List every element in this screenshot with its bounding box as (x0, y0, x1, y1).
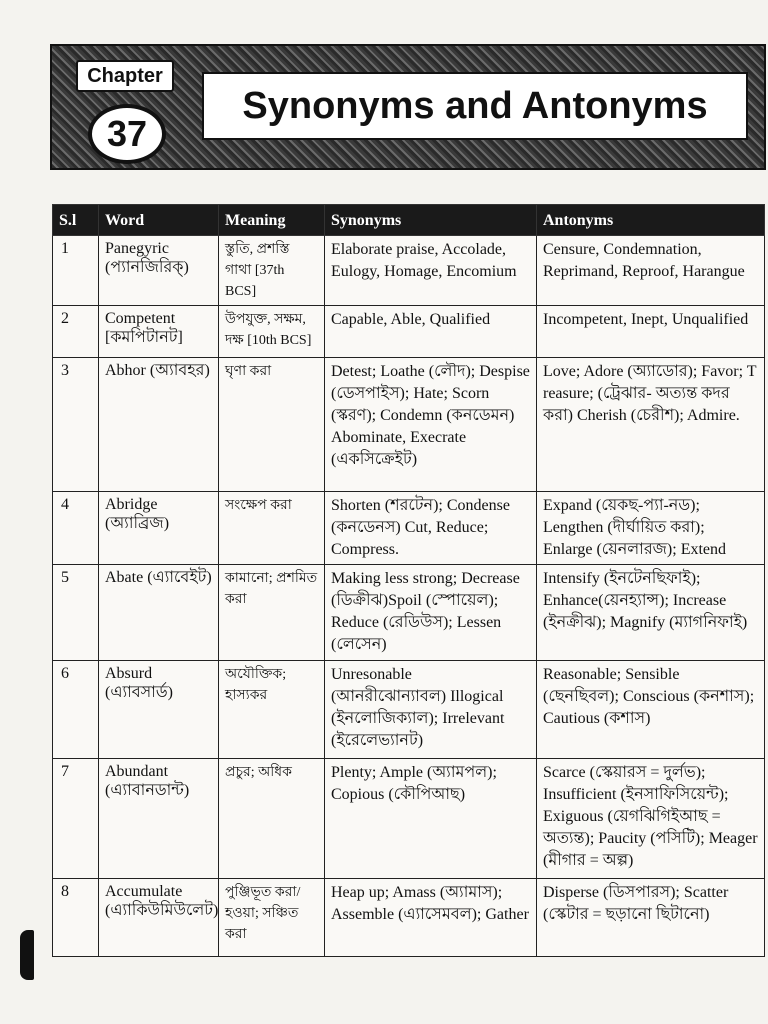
table-row (53, 879, 765, 957)
cell-meaning: প্রচুর; অধিক (219, 759, 325, 879)
cell-synonyms: Capable, Able, Qualified (325, 306, 537, 358)
table-row (53, 565, 765, 661)
column-header-sl: S.l (53, 205, 99, 236)
column-header-synonyms: Synonyms (325, 205, 537, 236)
page-edge-mark (20, 930, 34, 980)
cell-antonyms: Scarce (স্কেয়ারস = দুর্লভ); Insufficient (ইনসাফিসিয়েন্ট); Exiguous (য়েগঝিগিইআছ = অত্যন্ত); Paucity (পসিটি); Meager (মীগার = অল্প) (537, 759, 765, 879)
synonyms-table (52, 204, 765, 957)
cell-word: Panegyric (প্যানজিরিক্) (99, 236, 219, 306)
cell-word: Accumulate (এ্যাকিউমিউলেট) (99, 879, 219, 957)
table-row (53, 358, 765, 492)
cell-sl: 2 (53, 306, 99, 358)
cell-antonyms: Love; Adore (অ্যাডোর); Favor; T reasure; (ট্রেঝার- অত্যন্ত কদর করা) Cherish (চেরীশ); Admire. (537, 358, 765, 492)
table-row (53, 236, 765, 306)
chapter-number: 37 (88, 104, 166, 164)
cell-word: Abridge (অ্যাব্রিজ) (99, 492, 219, 565)
table-row (53, 759, 765, 879)
cell-antonyms: Incompetent, Inept, Unqualified (537, 306, 765, 358)
column-header-meaning: Meaning (219, 205, 325, 236)
cell-synonyms: Detest; Loathe (লৌদ); Despise (ডেসপাইস); Hate; Scorn (স্করণ); Condemn (কনডেমন) Abominate, Execrate (একসিক্রেইট) (325, 358, 537, 492)
cell-meaning: অযৌক্তিক; হাস্যকর (219, 661, 325, 759)
cell-meaning: পুঞ্জিভূত করা/হওয়া; সঞ্চিত করা (219, 879, 325, 957)
cell-sl: 8 (53, 879, 99, 957)
cell-word: Competent [কমপিটানট] (99, 306, 219, 358)
cell-antonyms: Expand (য়েকছ-প্যা-নড); Lengthen (দীর্ঘায়িত করা); Enlarge (য়েনলারজ); Extend (537, 492, 765, 565)
cell-word: Abundant (এ্যাবানডান্ট) (99, 759, 219, 879)
cell-meaning: ঘৃণা করা (219, 358, 325, 492)
table-row (53, 492, 765, 565)
cell-synonyms: Plenty; Ample (অ্যামপল); Copious (কৌপিআছ) (325, 759, 537, 879)
cell-synonyms: Heap up; Amass (অ্যামাস); Assemble (এ্যাসেমবল); Gather (325, 879, 537, 957)
chapter-label: Chapter (76, 60, 174, 92)
cell-sl: 1 (53, 236, 99, 306)
cell-word: Absurd (এ্যাবসার্ড) (99, 661, 219, 759)
cell-sl: 4 (53, 492, 99, 565)
cell-synonyms: Unresonable (আনরীঝোন্যাবল) Illogical (ইনলোজিক্যাল); Irrelevant (ইরেলেভ্যানট) (325, 661, 537, 759)
cell-sl: 3 (53, 358, 99, 492)
cell-antonyms: Disperse (ডিসপারস); Scatter (স্কেটার = ছড়ানো ছিটানো) (537, 879, 765, 957)
cell-sl: 6 (53, 661, 99, 759)
cell-meaning: কামানো; প্রশমিত করা (219, 565, 325, 661)
table-header-row (53, 205, 765, 236)
cell-word: Abhor (অ্যাবহর) (99, 358, 219, 492)
cell-sl: 5 (53, 565, 99, 661)
column-header-antonyms: Antonyms (537, 205, 765, 236)
cell-synonyms: Shorten (শরটেন); Condense (কনডেনস) Cut, Reduce; Compress. (325, 492, 537, 565)
column-header-word: Word (99, 205, 219, 236)
table-row (53, 661, 765, 759)
cell-synonyms: Elaborate praise, Accolade, Eulogy, Homage, Encomium (325, 236, 537, 306)
cell-antonyms: Censure, Condemnation, Reprimand, Reproof, Harangue (537, 236, 765, 306)
cell-synonyms: Making less strong; Decrease (ডিক্রীঝ)Spoil (স্পোয়েল); Reduce (রেডিউস); Lessen (লেসেন) (325, 565, 537, 661)
cell-antonyms: Intensify (ইনটেনছিফাই); Enhance(য়েনহ্যান্স); Increase (ইনক্রীঝ); Magnify (ম্যাগনিফাই) (537, 565, 765, 661)
chapter-header (50, 44, 766, 170)
cell-meaning: সংক্ষেপ করা (219, 492, 325, 565)
cell-word: Abate (এ্যাবেইট) (99, 565, 219, 661)
cell-meaning: উপযুক্ত, সক্ষম, দক্ষ [10th BCS] (219, 306, 325, 358)
cell-meaning: স্তুতি, প্রশস্তি গাথা [37th BCS] (219, 236, 325, 306)
page-title: Synonyms and Antonyms (202, 72, 748, 140)
table-row (53, 306, 765, 358)
cell-sl: 7 (53, 759, 99, 879)
cell-antonyms: Reasonable; Sensible (ছেনছিবল); Conscious (কনশাস); Cautious (কশাস) (537, 661, 765, 759)
